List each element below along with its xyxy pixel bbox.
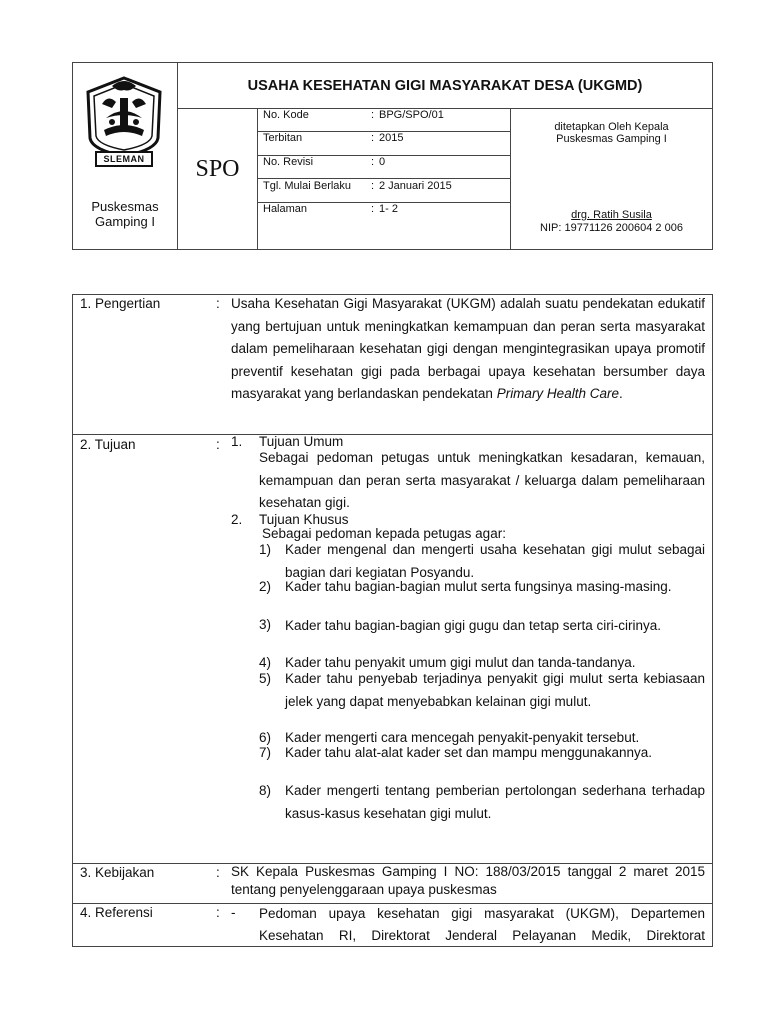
meta-colon: : xyxy=(371,203,375,215)
meta-row xyxy=(263,155,509,178)
kebijakan-text: SK Kepala Puskesmas Gamping I NO: 188/03/2015 tanggal 2 maret 2015 tentang penyelenggaraan upaya puskesmas xyxy=(231,864,705,897)
meta-label: Halaman xyxy=(263,203,308,215)
tujuan-umum-title: Tujuan Umum xyxy=(259,434,344,449)
section-label-kebijakan: 3. Kebijakan xyxy=(80,865,155,880)
list-item-text: Kader mengerti tentang pemberian pertolongan sederhana terhadap kasus-kasus kesehatan gigi mulut. xyxy=(285,783,705,821)
referensi-dash: - xyxy=(231,905,236,920)
meta-value: BPG/SPO/01 xyxy=(379,109,444,121)
list-item-number: 7) xyxy=(259,745,272,760)
section-colon: : xyxy=(216,437,220,452)
meta-colon: : xyxy=(371,132,375,144)
meta-colon: : xyxy=(371,180,375,192)
meta-value: 0 xyxy=(379,156,386,168)
pengertian-text-end: . xyxy=(618,386,623,401)
meta-row xyxy=(263,178,509,201)
list-item-text: Kader tahu alat-alat kader set dan mampu menggunakannya. xyxy=(285,745,652,760)
meta-value: 2 Januari 2015 xyxy=(379,180,452,192)
tujuan-khusus-number: 2. xyxy=(231,512,243,527)
list-item-text: Kader mengenal dan mengerti usaha kesehatan gigi mulut sebagai bagian dari kegiatan Posyandu. xyxy=(285,542,705,580)
meta-label: Tgl. Mulai Berlaku xyxy=(263,180,352,192)
meta-value: 2015 xyxy=(379,132,404,144)
list-item-text: Kader tahu bagian-bagian gigi gugu dan tetap serta ciri-cirinya. xyxy=(285,618,661,633)
list-item-number: 8) xyxy=(259,783,272,798)
meta-label: No. Kode xyxy=(263,109,309,121)
meta-label: Terbitan xyxy=(263,132,303,144)
tujuan-umum-text: Sebagai pedoman petugas untuk meningkatkan kesadaran, kemauan, kemampuan dan peran serta masyarakat / keluarga dalam pemeliharaan kesehatan gigi. xyxy=(259,450,705,510)
signer-name: drg. Ratih Susila xyxy=(571,209,652,221)
approval-block xyxy=(511,108,712,249)
referensi-text: Pedoman upaya kesehatan gigi masyarakat (UKGM), Departemen Kesehatan RI, Direktorat Jenderal Pelayanan Medik, Direktorat xyxy=(259,906,705,943)
sleman-logo xyxy=(82,74,166,170)
document-title: USAHA KESEHATAN GIGI MASYARAKAT DESA (UKGMD) xyxy=(247,78,643,94)
tujuan-umum-number: 1. xyxy=(231,434,243,449)
section-label-tujuan: 2. Tujuan xyxy=(80,437,136,452)
tujuan-khusus-title: Tujuan Khusus xyxy=(259,512,349,527)
list-item-number: 3) xyxy=(259,617,272,632)
pengertian-text-main: Usaha Kesehatan Gigi Masyarakat (UKGM) adalah suatu pendekatan edukatif yang bertujuan untuk meningkatkan kemampuan dan peran serta masyarakat dalam pemeliharaan kesehatan gigi dengan mengintegrasikan upaya promotif preventif kesehatan gigi pada berbagai upaya kesehatan bersumber daya masyarakat yang berlandaskan pendekatan xyxy=(231,296,705,401)
meta-label: No. Revisi xyxy=(263,156,314,168)
pengertian-text-italic: Primary Health Care xyxy=(496,386,619,401)
list-item-number: 1) xyxy=(259,542,272,557)
meta-colon: : xyxy=(371,109,375,121)
meta-row xyxy=(263,202,509,225)
section-label-pengertian: 1. Pengertian xyxy=(80,296,161,311)
meta-row xyxy=(263,108,509,131)
list-item-number: 2) xyxy=(259,579,272,594)
meta-value: 1- 2 xyxy=(379,203,398,215)
section-colon: : xyxy=(216,905,220,920)
section-colon: : xyxy=(216,296,220,311)
signer-nip: NIP: 19771126 200604 2 006 xyxy=(540,222,683,234)
list-item-text: Kader tahu penyakit umum gigi mulut dan tanda-tandanya. xyxy=(285,655,636,670)
approval-line-1: ditetapkan Oleh Kepala xyxy=(554,121,669,133)
document-type: SPO xyxy=(195,156,240,182)
list-item-number: 6) xyxy=(259,730,272,745)
logo-text: SLEMAN xyxy=(103,154,145,164)
list-item-text: Kader tahu penyebab terjadinya penyakit gigi mulut serta kebiasaan jelek yang dapat menyebabkan kelainan gigi mulut. xyxy=(285,671,705,709)
meta-row xyxy=(263,131,509,154)
list-item-number: 4) xyxy=(259,655,272,670)
section-colon: : xyxy=(216,865,220,880)
list-item-text: Kader tahu bagian-bagian mulut serta fungsinya masing-masing. xyxy=(285,579,672,594)
org-name: Puskesmas Gamping I xyxy=(91,199,159,229)
approval-line-2: Puskesmas Gamping I xyxy=(556,133,667,145)
meta-colon: : xyxy=(371,156,375,168)
pengertian-text xyxy=(231,293,705,406)
list-item-text: Kader mengerti cara mencegah penyakit-penyakit tersebut. xyxy=(285,730,640,745)
tujuan-khusus-intro: Sebagai pedoman kepada petugas agar: xyxy=(262,526,506,541)
section-label-referensi: 4. Referensi xyxy=(80,905,153,920)
list-item-number: 5) xyxy=(259,671,272,686)
